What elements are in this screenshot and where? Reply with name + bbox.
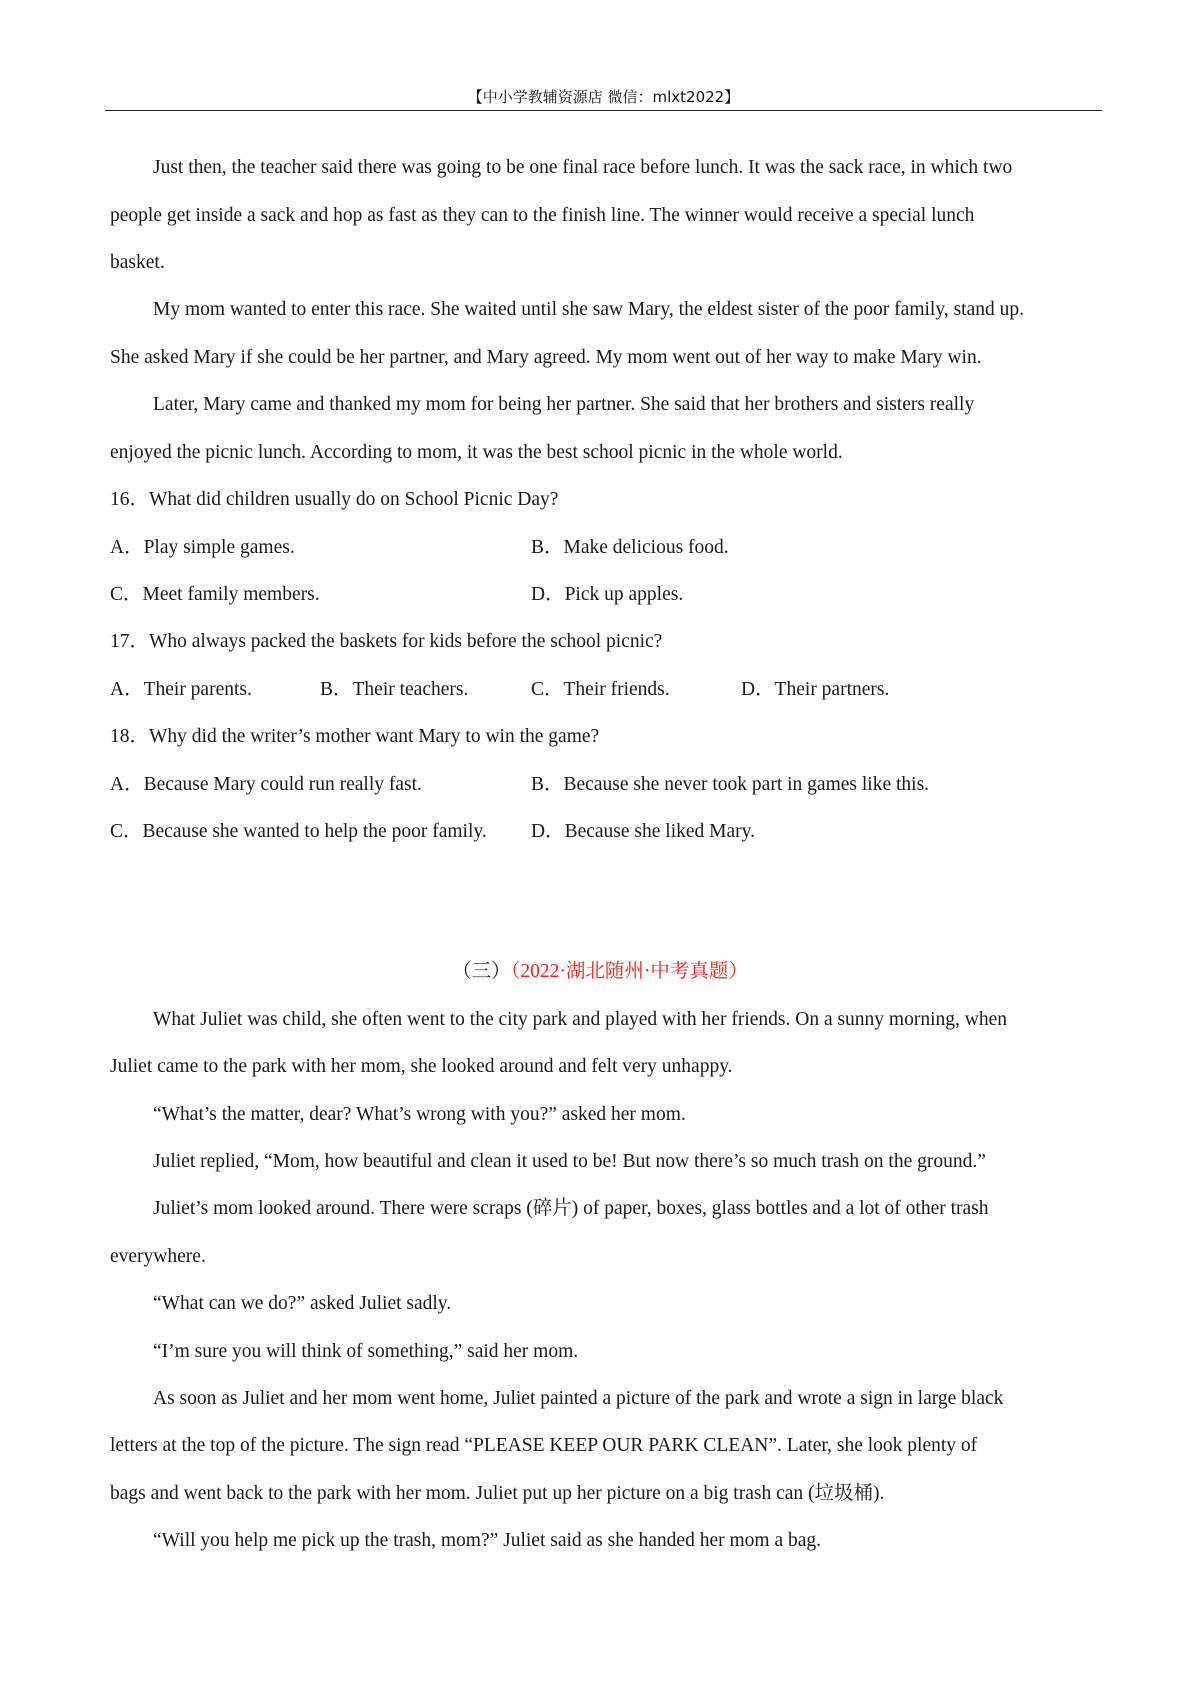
- question-18-option-c: C．Because she wanted to help the poor family.: [110, 821, 487, 842]
- question-16-option-d: D．Pick up apples.: [531, 584, 684, 605]
- passage2-line: basket.: [110, 252, 165, 273]
- passage3-line: Juliet came to the park with her mom, she looked around and felt very unhappy.: [110, 1056, 733, 1077]
- question-17-option-c: C．Their friends.: [531, 679, 670, 700]
- question-17-stem: 17．Who always packed the baskets for kids before the school picnic?: [110, 631, 663, 652]
- section-3-number: （三）: [452, 961, 511, 982]
- page-header: 【中小学教辅资源店 微信：mlxt2022】: [467, 88, 740, 106]
- passage2-line: My mom wanted to enter this race. She waited until she saw Mary, the eldest sister of the poor family, stand up.: [153, 299, 1024, 320]
- passage2-line: Just then, the teacher said there was going to be one final race before lunch. It was the sack race, in which two: [153, 157, 1013, 178]
- passage2-line: enjoyed the picnic lunch. According to mom, it was the best school picnic in the whole world.: [110, 442, 843, 463]
- question-16-option-c: C．Meet family members.: [110, 584, 320, 605]
- passage3-line: “Will you help me pick up the trash, mom?” Juliet said as she handed her mom a bag.: [153, 1530, 821, 1551]
- section-3-heading: [0, 962, 1200, 982]
- header-divider: [105, 110, 1102, 111]
- passage2-line: Later, Mary came and thanked my mom for being her partner. She said that her brothers and sisters really: [153, 394, 975, 415]
- question-17-option-a: A．Their parents.: [110, 679, 252, 700]
- question-17-option-d: D．Their partners.: [741, 679, 890, 700]
- question-16-option-b: B．Make delicious food.: [531, 537, 729, 558]
- passage3-line: Juliet’s mom looked around. There were scraps (碎片) of paper, boxes, glass bottles and a lot of other trash: [153, 1198, 989, 1219]
- passage3-line: letters at the top of the picture. The sign read “PLEASE KEEP OUR PARK CLEAN”. Later, she look plenty of: [110, 1435, 978, 1456]
- passage3-line: “What’s the matter, dear? What’s wrong with you?” asked her mom.: [153, 1104, 686, 1125]
- passage3-line: As soon as Juliet and her mom went home, Juliet painted a picture of the park and wrote a sign in large black: [153, 1388, 1004, 1409]
- passage3-line: “I’m sure you will think of something,” said her mom.: [153, 1341, 579, 1362]
- passage3-line: What Juliet was child, she often went to the city park and played with her friends. On a sunny morning, when: [153, 1009, 1008, 1030]
- passage3-line: Juliet replied, “Mom, how beautiful and clean it used to be! But now there’s so much trash on the ground.”: [153, 1151, 986, 1172]
- section-3-source: （2022·湖北随州·中考真题）: [510, 961, 748, 982]
- passage3-line: everywhere.: [110, 1246, 206, 1267]
- question-16-option-a: A．Play simple games.: [110, 537, 295, 558]
- passage2-line: She asked Mary if she could be her partner, and Mary agreed. My mom went out of her way to make Mary win.: [110, 347, 982, 368]
- question-18-option-b: B．Because she never took part in games like this.: [531, 774, 930, 795]
- question-16-stem: 16．What did children usually do on School Picnic Day?: [110, 489, 559, 510]
- question-18-stem: 18．Why did the writer’s mother want Mary to win the game?: [110, 726, 600, 747]
- passage2-line: people get inside a sack and hop as fast as they can to the finish line. The winner would receive a special lunch: [110, 205, 975, 226]
- passage3-line: bags and went back to the park with her mom. Juliet put up her picture on a big trash can (垃圾桶).: [110, 1483, 885, 1504]
- passage3-line: “What can we do?” asked Juliet sadly.: [153, 1293, 452, 1314]
- question-18-option-d: D．Because she liked Mary.: [531, 821, 756, 842]
- question-18-option-a: A．Because Mary could run really fast.: [110, 774, 422, 795]
- question-17-option-b: B．Their teachers.: [320, 679, 469, 700]
